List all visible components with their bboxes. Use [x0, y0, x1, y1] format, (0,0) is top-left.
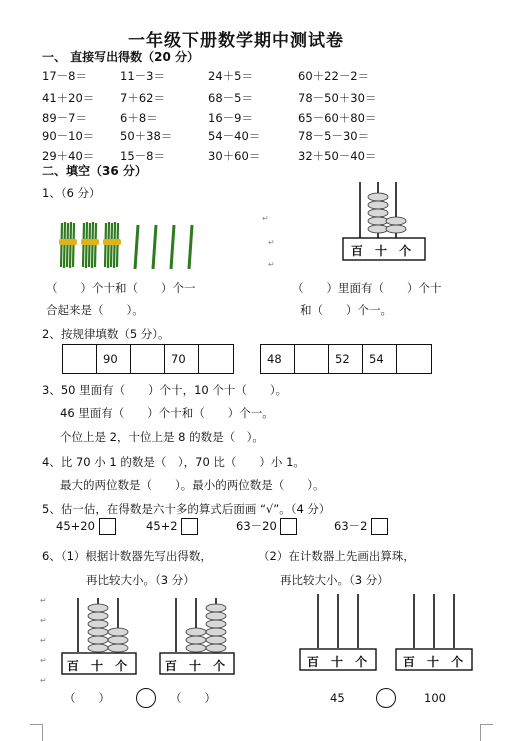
return-mark: ↵ [40, 636, 47, 645]
calc-item: 65－60＋80＝ [298, 111, 377, 125]
page-title: 一年级下册数学期中测试卷 [128, 31, 344, 51]
q5-item [236, 518, 297, 535]
calc-item: 24＋5＝ [208, 69, 253, 83]
q1-right-line1: （ ）里面有（ ）个十 [292, 281, 442, 295]
calc-item: 29＋40＝ [42, 149, 95, 163]
seq1-cell[interactable]: 70 [165, 345, 199, 373]
calc-item: 54－40＝ [208, 129, 261, 143]
corner-mark [30, 724, 43, 741]
q1-left-line1: （ ）个十和（ ）个一 [46, 281, 196, 295]
seq2-cell[interactable]: 48 [261, 345, 295, 373]
return-mark: ↵ [40, 596, 47, 605]
calc-item: 15－8＝ [120, 149, 165, 163]
seq1-cell[interactable] [131, 345, 165, 373]
q1-left-line2: 合起来是（ ）。 [46, 303, 144, 317]
answer-box[interactable] [181, 518, 198, 535]
return-mark: ↵ [268, 260, 275, 269]
q1-label: 1、（6 分） [42, 186, 101, 200]
seq2-cell[interactable] [397, 345, 431, 373]
seq1-cell[interactable] [63, 345, 97, 373]
q6-right-value-1: 45 [330, 691, 345, 705]
calc-row [42, 110, 462, 130]
q6-left-answer-2[interactable]: （ ） [170, 691, 216, 705]
seq2-cell[interactable]: 52 [329, 345, 363, 373]
q4-line1: 4、比 70 小 1 的数是（ ），70 比（ ）小 1。 [42, 455, 305, 469]
q5-expression: 45+2 [146, 519, 178, 533]
calc-row [42, 90, 462, 110]
calc-item: 78－50＋30＝ [298, 91, 377, 105]
calc-item: 78－5－30＝ [298, 129, 370, 143]
return-mark: ↵ [40, 656, 47, 665]
q5-expression: 63－20 [236, 519, 277, 533]
calc-item: 60＋22－2＝ [298, 69, 370, 83]
q3-line2: 46 里面有（ ）个十和（ ）个一。 [60, 406, 274, 420]
q6-right-value-2: 100 [424, 691, 446, 705]
q1-right-line2: 和（ ）个一。 [300, 303, 392, 317]
seq1-cell[interactable] [199, 345, 233, 373]
q5-line: 5、估一估，在得数是六十多的算式后面画 “√”。（4 分） [42, 502, 331, 516]
q6-abacus-label: 百 十 个 [164, 659, 230, 673]
return-mark: ↵ [268, 238, 275, 247]
return-mark: ↵ [40, 676, 47, 685]
q3-line3: 个位上是 2，十位上是 8 的数是（ ）。 [60, 430, 264, 444]
q6-abacus-label: 百 十 个 [402, 655, 468, 669]
q6-left-line1: 6、（1）根据计数器先写出得数， [42, 549, 212, 563]
q5-expression: 45+20 [56, 519, 95, 533]
calc-row [42, 128, 462, 148]
calc-item: 7＋62＝ [120, 91, 165, 105]
calc-item: 89－7＝ [42, 111, 87, 125]
calc-item: 50＋38＝ [120, 129, 173, 143]
q6-right-line1: （2）在计数器上先画出算珠， [258, 549, 415, 563]
compare-circle-left[interactable] [136, 688, 156, 708]
calc-item: 90－10＝ [42, 129, 95, 143]
calc-item: 32＋50－40＝ [298, 149, 377, 163]
q6-left-line2: 再比较大小。（3 分） [86, 573, 195, 587]
q1-abacus-label: 百 十 个 [350, 244, 416, 258]
answer-box[interactable] [99, 518, 116, 535]
calc-item: 68－5＝ [208, 91, 253, 105]
return-mark: ↵ [262, 214, 269, 223]
q3-line1: 3、50 里面有（ ）个十，10 个十（ ）。 [42, 383, 288, 397]
calc-item: 41＋20＝ [42, 91, 95, 105]
q5-expression: 63－2 [334, 519, 368, 533]
calc-item: 11－3＝ [120, 69, 165, 83]
calc-row [42, 68, 462, 88]
sequence-box-2 [260, 344, 432, 374]
q6-abacus-label: 百 十 个 [306, 655, 372, 669]
section2-heading: 二、填空（36 分） [42, 164, 147, 178]
return-mark: ↵ [40, 616, 47, 625]
q6-left-answer-1[interactable]: （ ） [64, 691, 110, 705]
q6-abacus-label: 百 十 个 [66, 659, 132, 673]
q5-item [56, 518, 116, 535]
compare-circle-right[interactable] [376, 688, 396, 708]
q2-label: 2、按规律填数（5 分）。 [42, 327, 170, 341]
q4-line2: 最大的两位数是（ ）。最小的两位数是（ ）。 [60, 478, 325, 492]
seq2-cell[interactable] [295, 345, 329, 373]
calc-item: 30＋60＝ [208, 149, 261, 163]
calc-item: 6＋8＝ [120, 111, 158, 125]
q5-item [146, 518, 198, 535]
calc-item: 17－8＝ [42, 69, 87, 83]
calc-item: 16－9＝ [208, 111, 253, 125]
bundles-of-sticks-picture [58, 215, 203, 271]
seq1-cell[interactable]: 90 [97, 345, 131, 373]
q6-right-line2: 再比较大小。（3 分） [280, 573, 389, 587]
seq2-cell[interactable]: 54 [363, 345, 397, 373]
q5-item [334, 518, 388, 535]
answer-box[interactable] [280, 518, 297, 535]
section1-heading: 一、 直接写出得数（20 分） [42, 50, 200, 64]
corner-mark [480, 724, 493, 741]
sequence-box-1 [62, 344, 234, 374]
answer-box[interactable] [371, 518, 388, 535]
